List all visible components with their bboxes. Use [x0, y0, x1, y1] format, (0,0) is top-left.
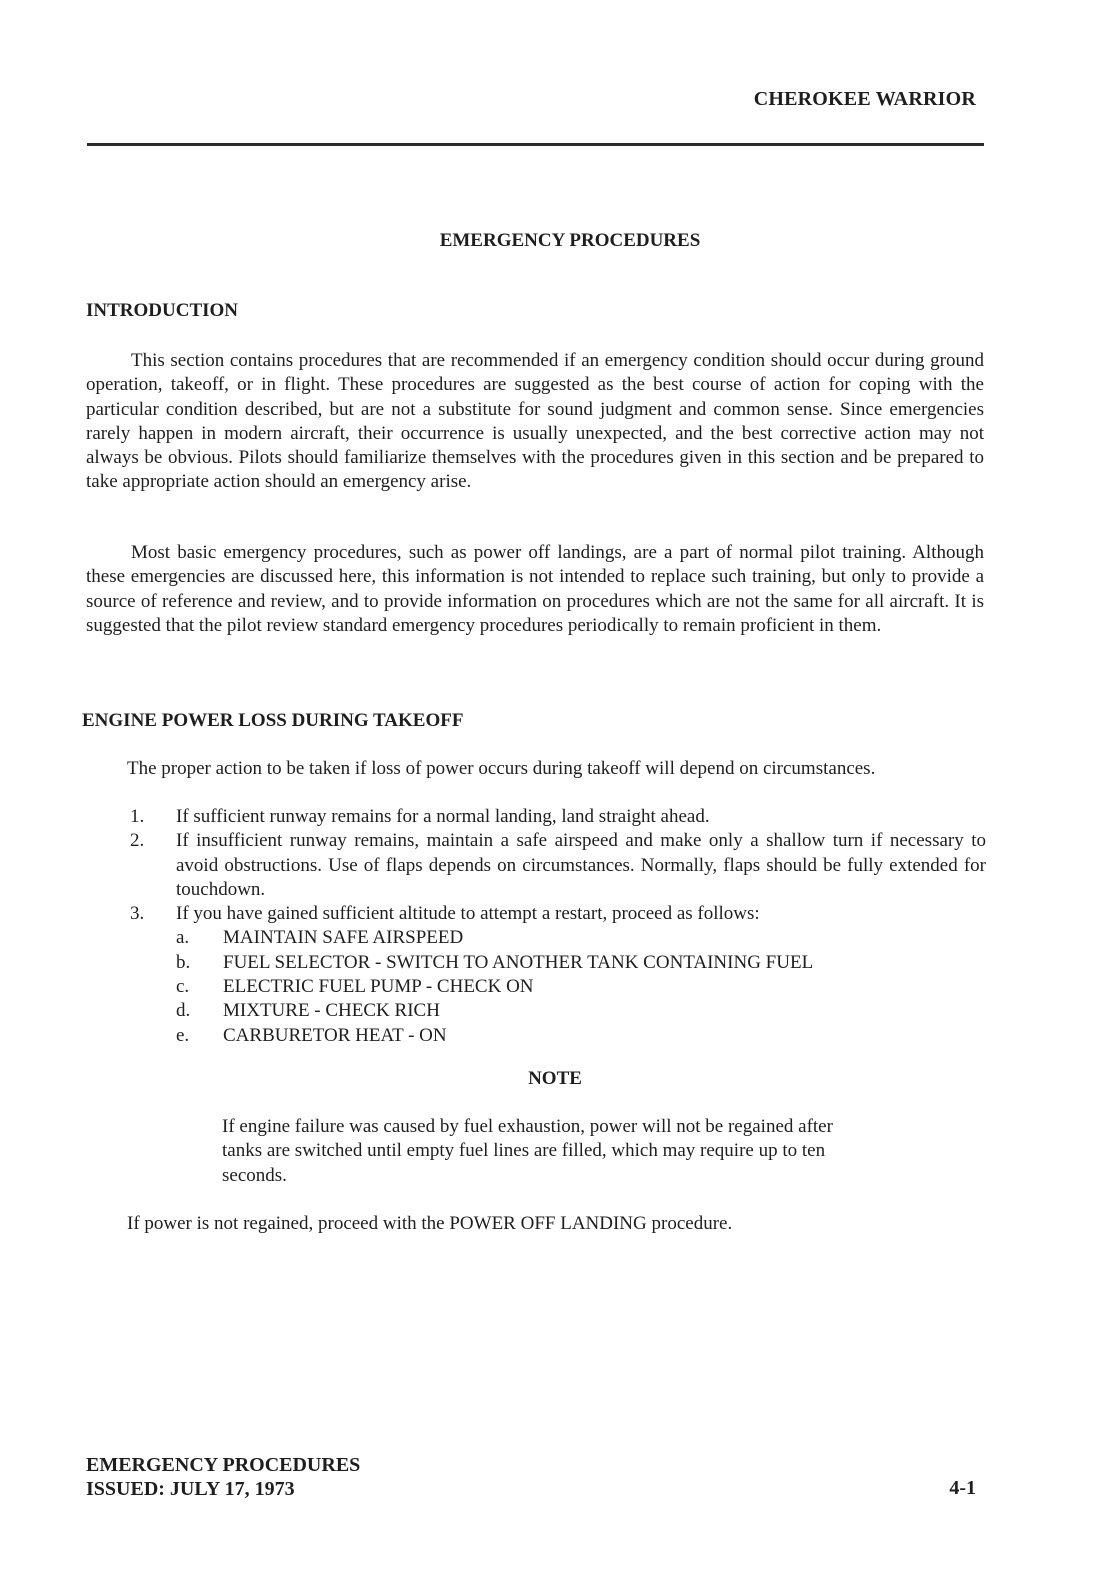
step-number: 1. — [130, 806, 145, 827]
restart-substep — [176, 999, 986, 1023]
introduction-paragraph-1: This section contains procedures that are recommended if an emergency condition should occur during ground operation, takeoff, or in flight. These procedures are suggested as the best course of action for coping with the particular condition described, but are not a substitute for sound judgment and common sense. Since emergencies rarely happen in modern aircraft, their occurrence is usually unexpected, and the best corrective action may not always be obvious. Pilots should familiarize themselves with the procedures given in this section and be prepared to take appropriate action should an emergency arise. — [86, 350, 984, 493]
header-title: CHEROKEE WARRIOR — [753, 88, 976, 110]
step-text: If you have gained sufficient altitude to attempt a restart, proceed as follows: — [176, 903, 760, 925]
procedure-step — [130, 829, 986, 902]
substep-letter: d. — [176, 1000, 191, 1022]
step-number: 3. — [130, 903, 145, 925]
footer-section: EMERGENCY PROCEDURES — [86, 1454, 361, 1476]
restart-substep — [176, 1024, 986, 1048]
engine-power-loss-lead: The proper action to be taken if loss of power occurs during takeoff will depend on circumstances. — [127, 758, 876, 779]
restart-substeps — [176, 926, 986, 1047]
procedure-steps — [130, 805, 986, 1048]
substep-letter: c. — [176, 976, 190, 998]
substep-letter: e. — [176, 1024, 190, 1046]
substep-letter: a. — [176, 927, 190, 949]
substep-text: ELECTRIC FUEL PUMP - CHECK ON — [223, 976, 534, 998]
header-rule — [87, 143, 984, 146]
restart-substep — [176, 951, 986, 975]
substep-text: MIXTURE - CHECK RICH — [223, 1000, 440, 1022]
section-title: EMERGENCY PROCEDURES — [439, 230, 701, 251]
introduction-paragraph-2: Most basic emergency procedures, such as power off landings, are a part of normal pilot training. Although these emergencies are discussed here, this information is not intended to replace such training, but only to provide a source of reference and review, and to provide information on procedures which are not the same for all aircraft. It is suggested that the pilot review standard emergency procedures periodically to remain proficient in them. — [86, 542, 984, 636]
note-title: NOTE — [528, 1068, 582, 1089]
page-number: 4-1 — [949, 1477, 976, 1499]
substep-text: MAINTAIN SAFE AIRSPEED — [223, 927, 464, 949]
closing-instruction: If power is not regained, proceed with the POWER OFF LANDING procedure. — [127, 1213, 733, 1234]
footer-left — [86, 1453, 360, 1501]
step-number: 2. — [130, 830, 145, 852]
restart-substep — [176, 926, 986, 950]
restart-substep — [176, 975, 986, 999]
step-text: If sufficient runway remains for a normal landing, land straight ahead. — [176, 806, 710, 827]
step-text: If insufficient runway remains, maintain a safe airspeed and make only a shallow turn if necessary to avoid obstructions. Use of flaps depends on circumstances. Normally, flaps should be fully extended for touchdown. — [176, 830, 986, 900]
note-text: If engine failure was caused by fuel exhaustion, power will not be regained after tanks are switched until empty fuel lines are filled, which may require up to ten seconds. — [222, 1116, 833, 1186]
procedure-step — [130, 805, 986, 829]
substep-text: CARBURETOR HEAT - ON — [223, 1024, 447, 1046]
engine-power-loss-heading: ENGINE POWER LOSS DURING TAKEOFF — [82, 710, 464, 731]
procedure-step — [130, 902, 986, 1048]
footer-issued-date: ISSUED: JULY 17, 1973 — [86, 1478, 295, 1500]
substep-letter: b. — [176, 951, 191, 973]
substep-text: FUEL SELECTOR - SWITCH TO ANOTHER TANK CONTAINING FUEL — [223, 951, 814, 973]
introduction-heading: INTRODUCTION — [86, 300, 239, 321]
